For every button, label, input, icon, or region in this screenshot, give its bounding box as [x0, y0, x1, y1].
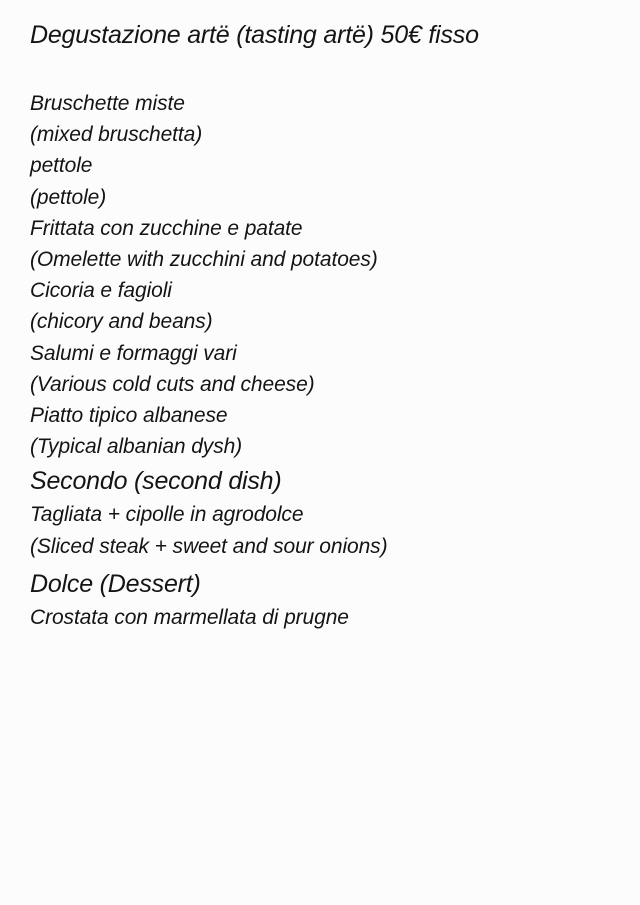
- menu-item: Bruschette miste: [30, 92, 185, 115]
- menu-document: [30, 18, 630, 633]
- menu-item: pettole: [30, 154, 93, 178]
- menu-item-translation: (Typical albanian dysh): [30, 435, 243, 459]
- menu-item: Crostata con marmellata di prugne: [30, 605, 349, 629]
- menu-item-translation: (mixed bruschetta): [30, 123, 203, 147]
- menu-item-translation: (chicory and beans): [30, 310, 213, 334]
- menu-item: Frittata con zucchine e patate: [30, 216, 303, 240]
- menu-item: Piatto tipico albanese: [30, 404, 228, 428]
- second-dish-list: [30, 499, 630, 561]
- dessert-heading: Dolce (Dessert): [30, 569, 201, 598]
- menu-item-translation: (Various cold cuts and cheese): [30, 372, 315, 396]
- starters-list: [30, 88, 630, 462]
- menu-item: Tagliata + cipolle in agrodolce: [30, 503, 304, 527]
- menu-item-translation: (Omelette with zucchini and potatoes): [30, 248, 378, 272]
- menu-title: Degustazione artë (tasting artë) 50€ fisso: [30, 21, 479, 49]
- menu-item: Cicoria e fagioli: [30, 279, 172, 303]
- menu-item: Salumi e formaggi vari: [30, 341, 237, 365]
- menu-item-translation: (pettole): [30, 185, 107, 209]
- second-dish-heading: Secondo (second dish): [30, 467, 282, 496]
- menu-item-translation: (Sliced steak + sweet and sour onions): [30, 534, 388, 558]
- dessert-list: [30, 602, 630, 633]
